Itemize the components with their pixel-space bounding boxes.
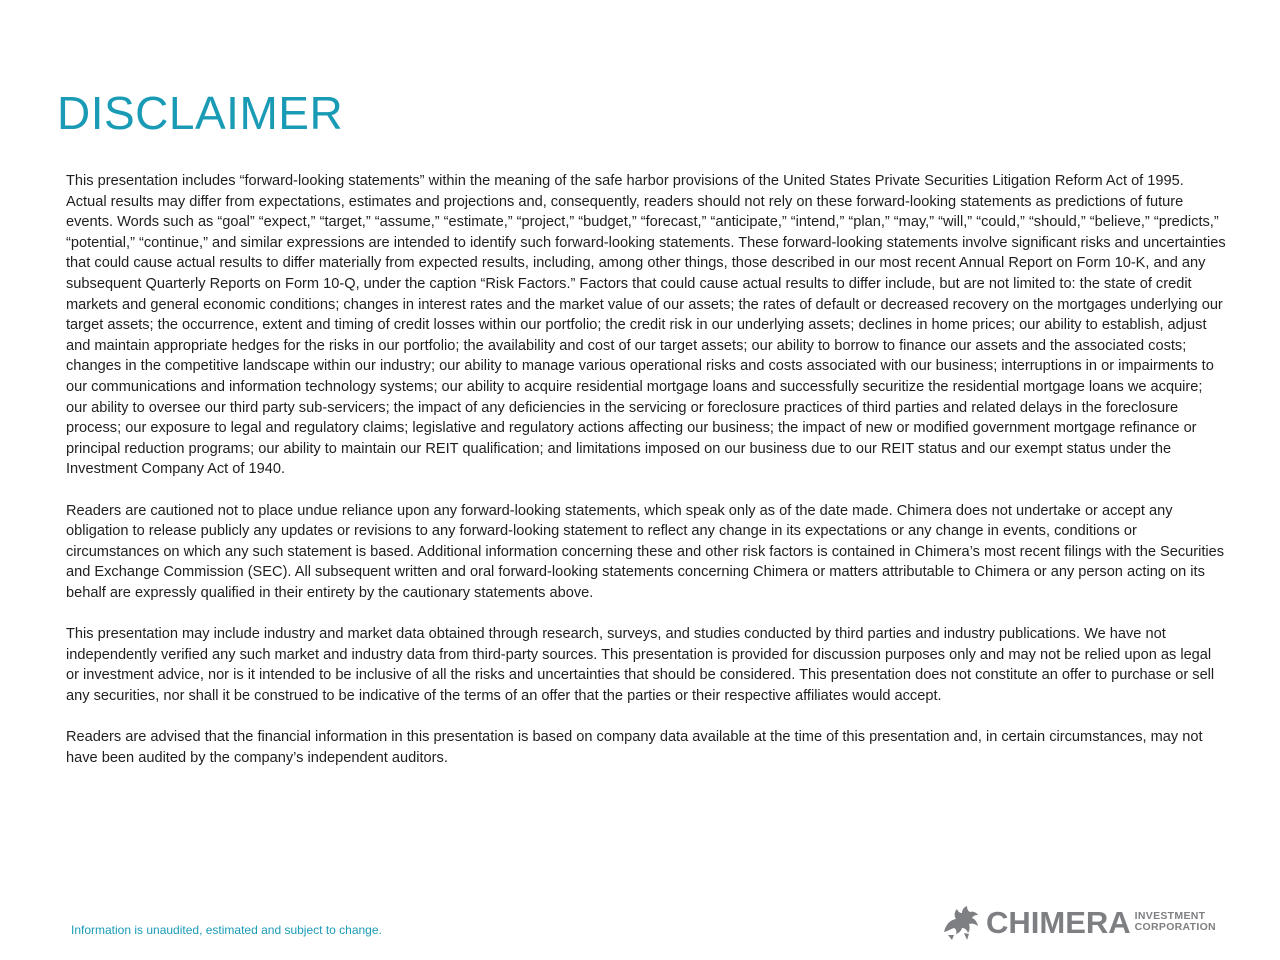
- disclaimer-paragraph-financial-info: Readers are advised that the financial information in this presentation is based on company data available at the time of this presentation and, in certain circumstances, may not have been audited by the company’s independent auditors.: [66, 729, 1203, 766]
- page-title: DISCLAIMER: [57, 87, 344, 139]
- logo-wordmark: CHIMERA: [986, 904, 1131, 940]
- logo-sub-line-1: INVESTMENT: [1134, 910, 1206, 922]
- disclaimer-paragraph-market-data: This presentation may include industry and market data obtained through research, surveys, and studies conducted by third parties and industry publications. We have not independently verified any such market and industry data from third-party sources. This presentation is provided for discussion purposes only and may not be relied upon as legal or investment advice, nor is it intended to be inclusive of all the risks and uncertainties that should be considered. This presentation does not constitute an offer to purchase or sell any securities, nor shall it be construed to be indicative of the terms of an offer that the parties or their respective affiliates would accept.: [66, 626, 1215, 704]
- logo-sub-line-2: CORPORATION: [1134, 921, 1216, 933]
- disclaimer-paragraph-caution: Readers are cautioned not to place undue reliance upon any forward-looking statements, which speak only as of the date made. Chimera does not undertake or accept any obligation to release publicly any updates or revisions to any forward-looking statement to reflect any change in its expectations or any change in events, conditions or circumstances on which any such statement is based. Additional information concerning these and other risk factors is contained in Chimera’s most recent filings with the Securities and Exchange Commission (SEC). All subsequent written and oral forward-looking statements concerning Chimera or matters attributable to Chimera or any person acting on its behalf are expressly qualified in their entirety by the cautionary statements above.: [66, 502, 1225, 601]
- footer-note: Information is unaudited, estimated and subject to change.: [71, 923, 382, 937]
- disclaimer-body: [66, 171, 1226, 789]
- logo-subtitle: [1135, 911, 1216, 933]
- chimera-creature-icon: [940, 902, 984, 942]
- disclaimer-paragraph-forward-looking: This presentation includes “forward-looking statements” within the meaning of the safe harbor provisions of the United States Private Securities Litigation Reform Act of 1995. Actual results may differ from expectations, estimates and projections and, consequently, readers should not rely on these forward-looking statements as predictions of future events. Words such as “goal” “expect,” “target,” “assume,” “estimate,” “project,” “budget,” “forecast,” “anticipate,” “intend,” “plan,” “may,” “will,” “could,” “should,” “believe,” “predicts,” “potential,” “continue,” and similar expressions are intended to identify such forward-looking statements. These forward-looking statements involve significant risks and uncertainties that could cause actual results to differ materially from expected results, including, among other things, those described in our most recent Annual Report on Form 10-K, and any subsequent Quarterly Reports on Form 10-Q, under the caption “Risk Factors.” Factors that could cause actual results to differ include, but are not limited to: the state of credit markets and general economic conditions; changes in interest rates and the market value of our assets; the rates of default or decreased recovery on the mortgages underlying our target assets; the occurrence, extent and timing of credit losses within our portfolio; the credit risk in our underlying assets; declines in home prices; our ability to establish, adjust and maintain appropriate hedges for the risks in our portfolio; the availability and cost of our target assets; our ability to borrow to finance our assets and the associated costs; changes in the competitive landscape within our industry; our ability to manage various operational risks and costs associated with our business; interruptions in or impairments to our communications and information technology systems; our ability to acquire residential mortgage loans and successfully securitize the residential mortgage loans we acquire; our ability to oversee our third party sub-servicers; the impact of any deficiencies in the servicing or foreclosure practices of third parties and related delays in the foreclosure process; our exposure to legal and regulatory claims; legislative and regulatory actions affecting our business; the impact of new or modified government mortgage refinance or principal reduction programs; our ability to maintain our REIT qualification; and limitations imposed on our business due to our REIT status and our exempt status under the Investment Company Act of 1940.: [66, 173, 1226, 478]
- company-logo: [940, 900, 1260, 944]
